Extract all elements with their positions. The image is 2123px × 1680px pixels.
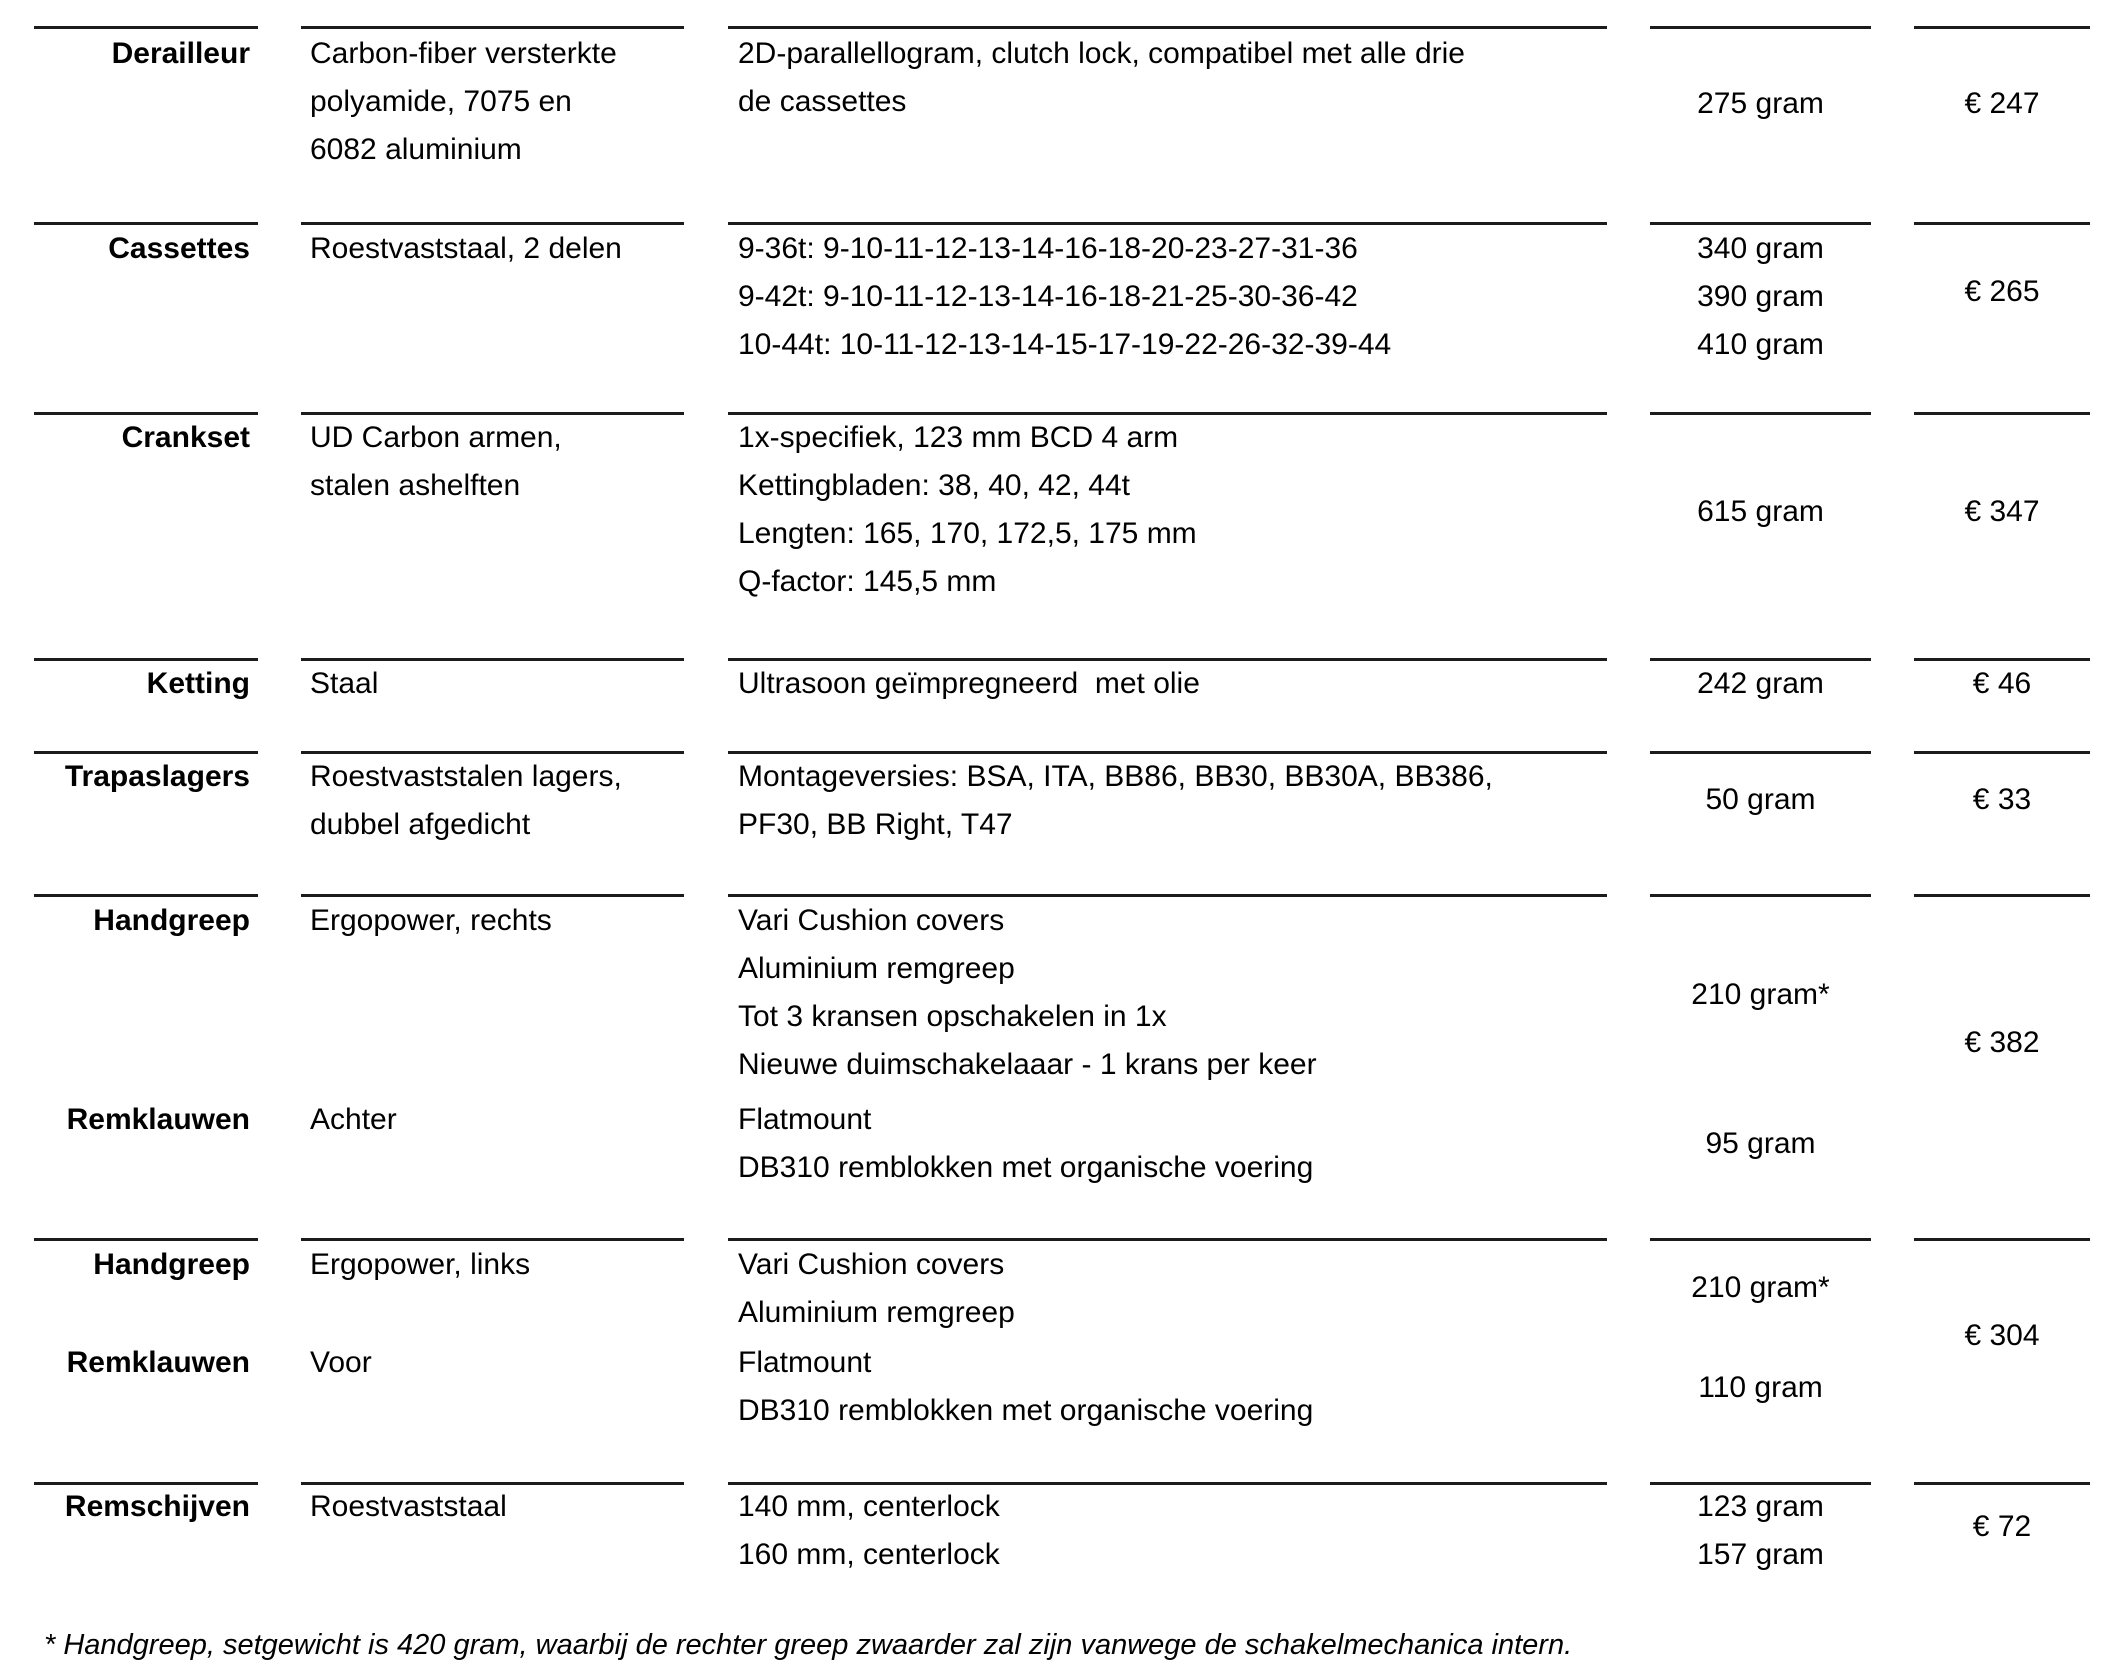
spec-line: Aluminium remgreep: [738, 952, 1015, 985]
rule-price: [1914, 894, 2090, 897]
weight-value: 210 gram*: [1691, 978, 1830, 1011]
price-value: € 347: [1964, 495, 2040, 528]
component-label: Remklauwen: [66, 1103, 250, 1136]
spec-line: Vari Cushion covers: [738, 904, 1005, 937]
material-line: Roestvaststaal: [310, 1490, 507, 1523]
weight-value: 340 gram: [1697, 232, 1824, 265]
component-label: Crankset: [121, 421, 250, 454]
component-label: Remklauwen: [66, 1346, 250, 1379]
rule-weight: [1650, 751, 1871, 754]
weight-value: 410 gram: [1697, 328, 1824, 361]
rule-price: [1914, 222, 2090, 225]
price-value: € 46: [1972, 667, 2032, 700]
spec-line: Nieuwe duimschakelaaar - 1 krans per keer: [738, 1048, 1317, 1081]
rule-spec: [728, 26, 1607, 29]
spec-line: Kettingbladen: 38, 40, 42, 44t: [738, 469, 1130, 502]
rule-price: [1914, 26, 2090, 29]
material-line: Roestvaststalen lagers,: [310, 760, 622, 793]
price-value: € 33: [1972, 783, 2032, 816]
rule-weight: [1650, 412, 1871, 415]
rule-weight: [1650, 894, 1871, 897]
material-line: dubbel afgedicht: [310, 808, 531, 841]
weight-value: 390 gram: [1697, 280, 1824, 313]
rule-price: [1914, 1482, 2090, 1485]
spec-line: Vari Cushion covers: [738, 1248, 1005, 1281]
spec-line: Flatmount: [738, 1103, 872, 1136]
component-label: Cassettes: [108, 232, 250, 265]
material-line: Voor: [310, 1346, 372, 1379]
weight-value: 615 gram: [1697, 495, 1824, 528]
spec-line: Montageversies: BSA, ITA, BB86, BB30, BB30A, BB386,: [738, 760, 1493, 793]
material-line: Staal: [310, 667, 379, 700]
spec-line: Ultrasoon geïmpregneerd met olie: [738, 667, 1200, 700]
weight-value: 242 gram: [1697, 667, 1824, 700]
weight-value: 95 gram: [1705, 1127, 1816, 1160]
spec-line: PF30, BB Right, T47: [738, 808, 1013, 841]
rule-price: [1914, 412, 2090, 415]
rule-label: [34, 26, 258, 29]
price-value: € 72: [1972, 1510, 2032, 1543]
spec-line: Flatmount: [738, 1346, 872, 1379]
material-line: Carbon-fiber versterkte: [310, 37, 617, 70]
material-line: Roestvaststaal, 2 delen: [310, 232, 622, 265]
weight-value: 157 gram: [1697, 1538, 1824, 1571]
material-line: Ergopower, rechts: [310, 904, 552, 937]
spec-line: de cassettes: [738, 85, 907, 118]
weight-value: 210 gram*: [1691, 1271, 1830, 1304]
weight-value: 110 gram: [1698, 1371, 1823, 1404]
spec-line: 160 mm, centerlock: [738, 1538, 1000, 1571]
component-label: Remschijven: [64, 1490, 250, 1523]
rule-price: [1914, 751, 2090, 754]
component-label: Handgreep: [93, 1248, 250, 1281]
material-line: Achter: [310, 1103, 397, 1136]
rule-weight: [1650, 1238, 1871, 1241]
material-line: 6082 aluminium: [310, 133, 522, 166]
component-label: Trapaslagers: [64, 760, 250, 793]
weight-value: 275 gram: [1697, 87, 1824, 120]
spec-line: 10-44t: 10-11-12-13-14-15-17-19-22-26-32-39-44: [738, 328, 1392, 361]
rule-weight: [1650, 26, 1871, 29]
price-value: € 304: [1964, 1319, 2040, 1352]
spec-line: Aluminium remgreep: [738, 1296, 1015, 1329]
material-line: UD Carbon armen,: [310, 421, 562, 454]
spec-line: DB310 remblokken met organische voering: [738, 1151, 1314, 1184]
rule-material: [301, 26, 684, 29]
weight-value: 50 gram: [1705, 783, 1816, 816]
material-line: Ergopower, links: [310, 1248, 531, 1281]
component-label: Ketting: [146, 667, 250, 700]
material-line: polyamide, 7075 en: [310, 85, 572, 118]
spec-line: 9-36t: 9-10-11-12-13-14-16-18-20-23-27-31-36: [738, 232, 1358, 265]
spec-line: Tot 3 kransen opschakelen in 1x: [738, 1000, 1167, 1033]
spec-line: DB310 remblokken met organische voering: [738, 1394, 1314, 1427]
spec-line: Q-factor: 145,5 mm: [738, 565, 997, 598]
weight-value: 123 gram: [1697, 1490, 1824, 1523]
component-label: Handgreep: [93, 904, 250, 937]
spec-line: 140 mm, centerlock: [738, 1490, 1000, 1523]
footnote: * Handgreep, setgewicht is 420 gram, waarbij de rechter greep zwaarder zal zijn vanwege de schakelmechanica intern.: [44, 1629, 1573, 1661]
price-value: € 265: [1964, 275, 2040, 308]
material-line: stalen ashelften: [310, 469, 521, 502]
spec-line: 9-42t: 9-10-11-12-13-14-16-18-21-25-30-36-42: [738, 280, 1358, 313]
rule-price: [1914, 1238, 2090, 1241]
spec-line: 2D-parallellogram, clutch lock, compatibel met alle drie: [738, 37, 1465, 70]
price-value: € 247: [1964, 87, 2040, 120]
price-value: € 382: [1964, 1026, 2040, 1059]
component-label: Derailleur: [111, 37, 250, 70]
spec-line: 1x-specifiek, 123 mm BCD 4 arm: [738, 421, 1179, 454]
spec-line: Lengten: 165, 170, 172,5, 175 mm: [738, 517, 1197, 550]
